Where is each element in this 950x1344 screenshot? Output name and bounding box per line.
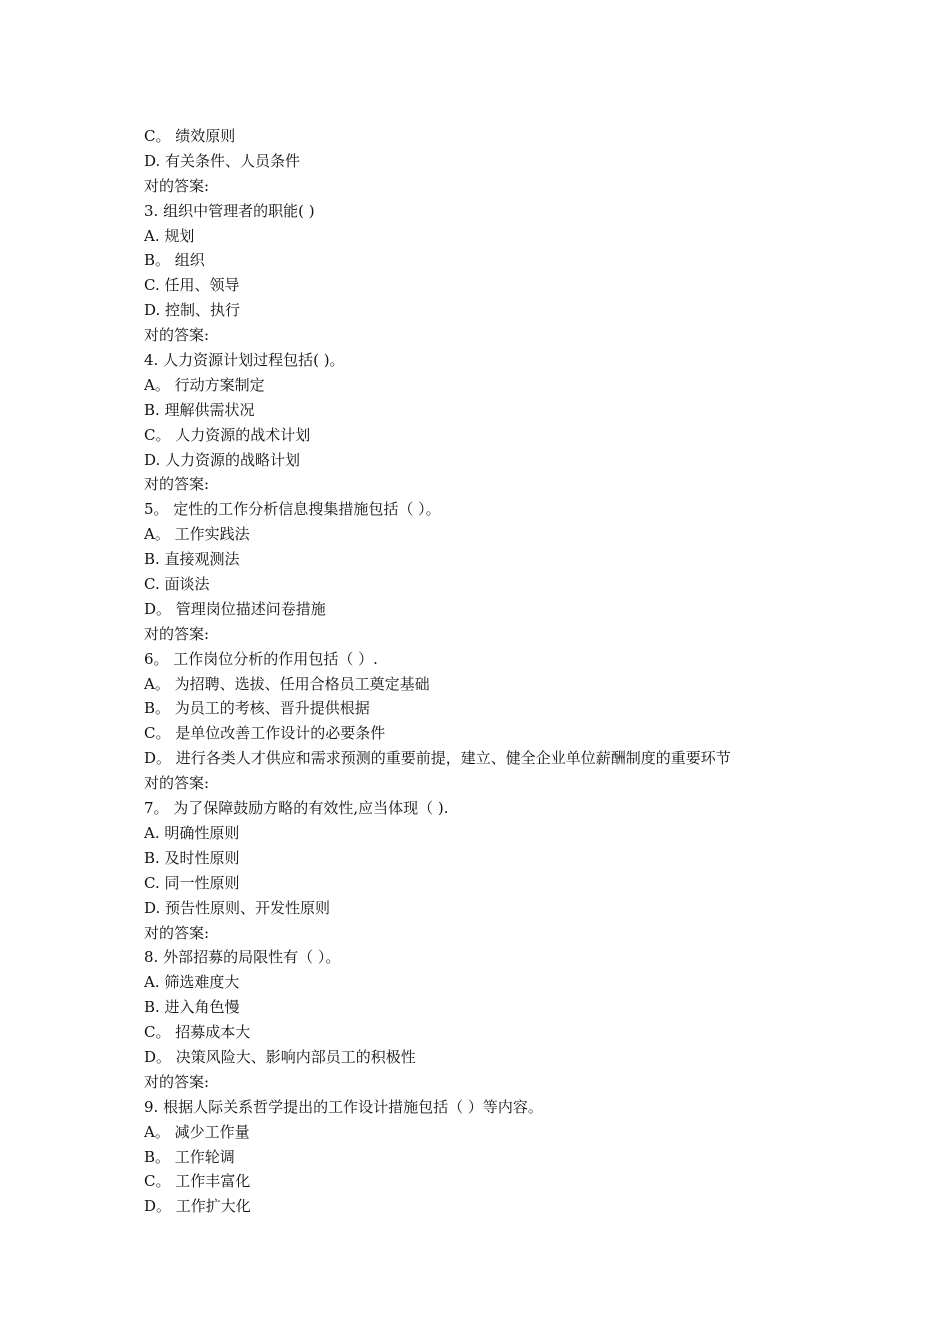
answer-line: 对的答案:: [144, 326, 210, 345]
option-line: D。 进行各类人才供应和需求预测的重要前提，建立、健全企业单位薪酬制度的重要环节: [144, 749, 731, 768]
option-line: A。 工作实践法: [144, 525, 250, 544]
answer-line: 对的答案:: [144, 774, 210, 793]
option-line: D. 人力资源的战略计划: [144, 450, 301, 469]
answer-line: 对的答案:: [144, 923, 210, 942]
option-line: A. 筛选难度大: [144, 973, 240, 992]
option-line: B。 工作轮调: [144, 1147, 235, 1166]
question-7: 7。 为了保障鼓励方略的有效性,应当体现（ ).: [144, 799, 449, 818]
option-line: A。 减少工作量: [144, 1122, 250, 1141]
option-line: A. 规划: [144, 226, 195, 245]
option-line: B. 理解供需状况: [144, 400, 255, 419]
question-list: [144, 124, 844, 1219]
question-3: 3. 组织中管理者的职能( ): [144, 201, 315, 220]
option-line: C。 招募成本大: [144, 1023, 251, 1042]
question-6: 6。 工作岗位分析的作用包括（ ）.: [144, 649, 378, 668]
answer-line: 对的答案:: [144, 624, 210, 643]
option-line: A. 明确性原则: [144, 823, 240, 842]
question-8: 8. 外部招募的局限性有（ ）。: [144, 948, 341, 967]
option-line: C. 同一性原则: [144, 873, 240, 892]
option-line: D. 控制、执行: [144, 301, 241, 320]
option-line: D. 预告性原则、开发性原则: [144, 898, 331, 917]
option-line: C。 工作丰富化: [144, 1172, 251, 1191]
option-line: C。 是单位改善工作设计的必要条件: [144, 724, 386, 743]
option-line: C。 人力资源的战术计划: [144, 425, 311, 444]
option-line: D。 管理岗位描述问卷措施: [144, 599, 326, 618]
answer-line: 对的答案:: [144, 176, 210, 195]
question-5: 5。 定性的工作分析信息搜集措施包括（ ）。: [144, 500, 441, 519]
option-line: B。 组织: [144, 251, 205, 270]
option-line: C. 任用、领导: [144, 276, 240, 295]
option-line: D。 工作扩大化: [144, 1197, 251, 1216]
option-line: A。 为招聘、选拔、任用合格员工奠定基础: [144, 674, 430, 693]
option-line: B. 及时性原则: [144, 848, 240, 867]
option-line: C。 绩效原则: [144, 127, 236, 145]
option-line: D。 决策风险大、影响内部员工的积极性: [144, 1047, 416, 1066]
option-line: B。 为员工的考核、晋升提供根据: [144, 699, 370, 718]
option-line: A。 行动方案制定: [144, 375, 265, 394]
question-4: 4. 人力资源计划过程包括( )。: [144, 351, 345, 370]
question-9: 9. 根据人际关系哲学提出的工作设计措施包括（ ）等内容。: [144, 1097, 543, 1116]
answer-line: 对的答案:: [144, 1072, 210, 1091]
option-line: D. 有关条件、人员条件: [144, 151, 301, 170]
answer-line: 对的答案:: [144, 475, 210, 494]
option-line: C. 面谈法: [144, 575, 210, 594]
option-line: B. 进入角色慢: [144, 998, 240, 1017]
option-line: B. 直接观测法: [144, 550, 240, 569]
